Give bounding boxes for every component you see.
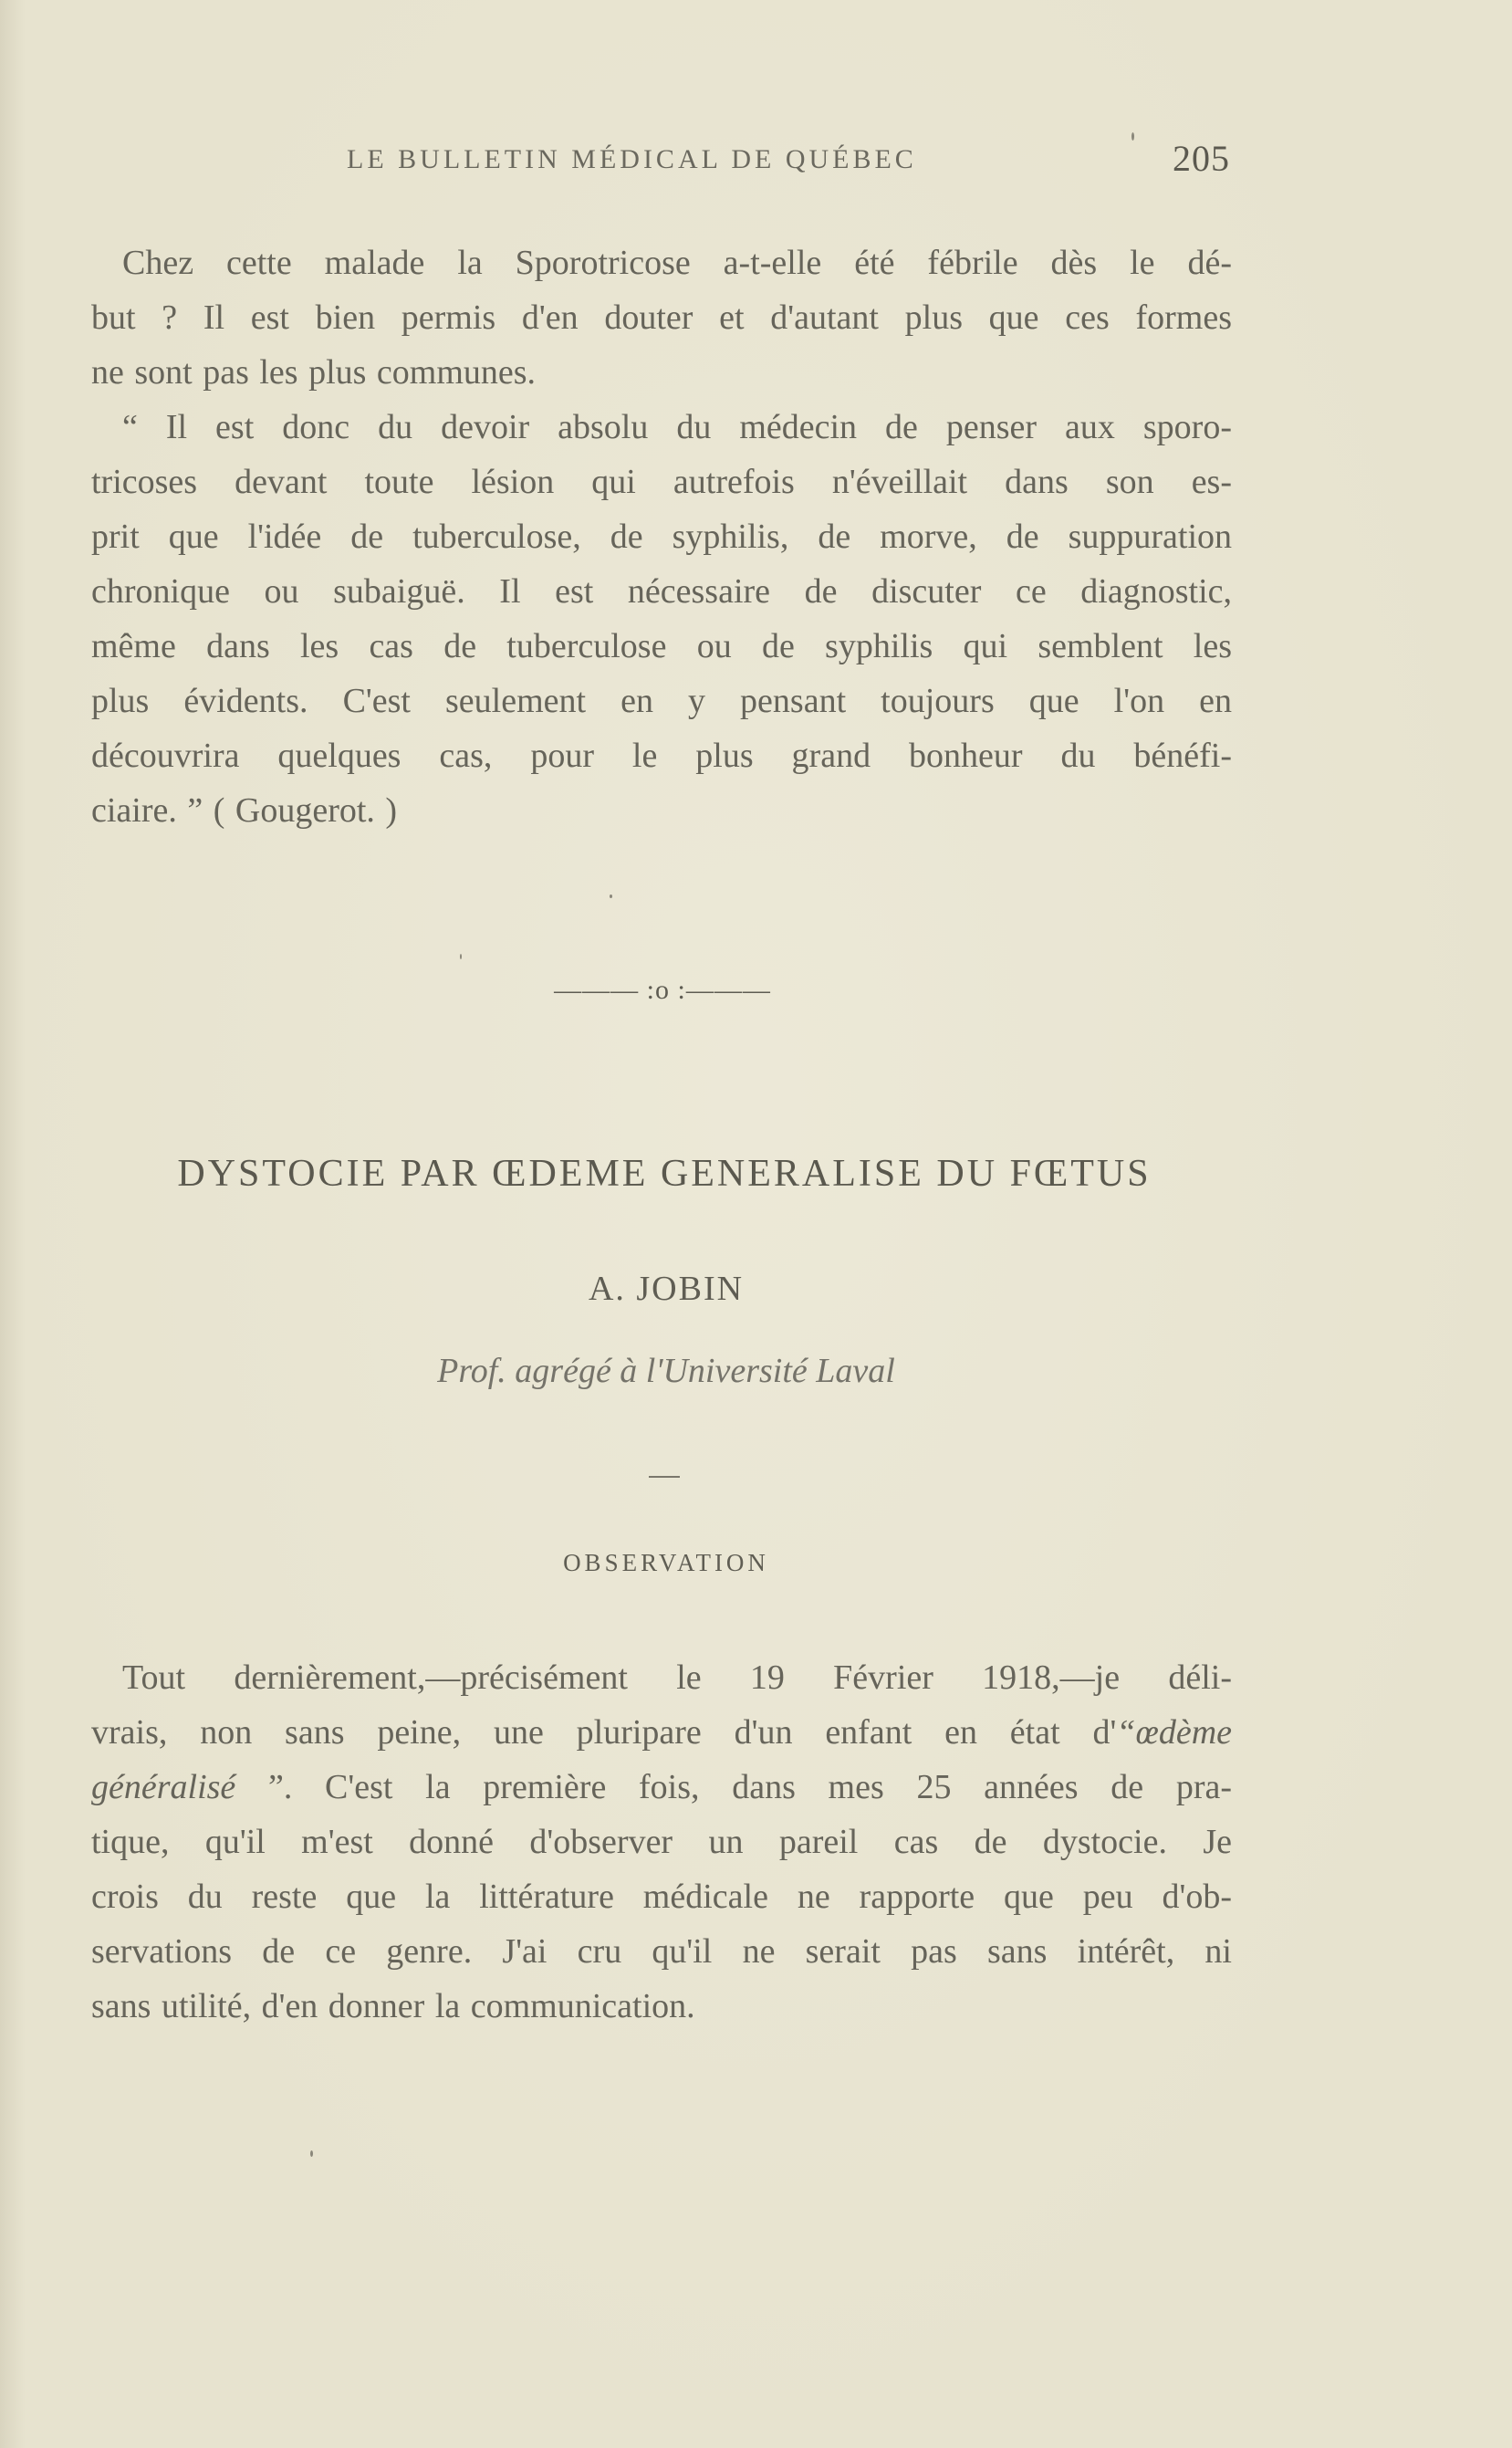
text-line: ne sont pas les plus communes.: [91, 353, 537, 392]
text-line: [91, 1760, 1232, 1815]
page-number: 205: [1173, 138, 1230, 179]
text-line: chronique ou subaiguë. Il est nécessaire de discuter ce diagnostic,: [91, 572, 1232, 611]
text-line: plus évidents. C'est seulement en y pensant toujours que l'on en: [91, 682, 1232, 720]
article-title: DYSTOCIE PAR ŒDEME GENERALISE DU FŒTUS: [177, 1153, 1152, 1195]
article-author: A. JOBIN: [588, 1270, 745, 1308]
section-separator: ——— :o :———: [554, 975, 771, 1005]
paper-speck: [1131, 132, 1134, 141]
text-line: prit que l'idée de tuberculose, de syphilis, de morve, de suppuration: [91, 518, 1232, 556]
author-affiliation: Prof. agrégé à l'Université Laval: [437, 1352, 895, 1390]
text-line: [91, 1705, 1232, 1760]
text-line: servations de ce genre. J'ai cru qu'il ne serait pas sans intérêt, ni: [91, 1932, 1232, 1971]
paper-speck: [310, 2150, 313, 2157]
text-span: ”. C'est la première fois, dans mes 25 années de pra-: [235, 1768, 1232, 1806]
text-line: “ Il est donc du devoir absolu du médecin de penser aux sporo-: [122, 408, 1232, 446]
text-line: sans utilité, d'en donner la communication.: [91, 1987, 695, 2025]
text-line: tricoses devant toute lésion qui autrefois n'éveillait dans son es-: [91, 463, 1232, 501]
text-line: Chez cette malade la Sporotricose a-t-elle été fébrile dès le dé-: [122, 244, 1232, 282]
italic-span: généralisé: [91, 1768, 236, 1806]
text-line: crois du reste que la littérature médicale ne rapporte que peu d'ob-: [91, 1878, 1232, 1916]
divider-rule: [649, 1476, 680, 1478]
text-span: vrais, non sans peine, une pluripare d'un enfant en état d': [91, 1713, 1117, 1752]
paragraph-gougerot-quote: [91, 400, 1232, 838]
paper-speck: [460, 954, 462, 959]
section-heading-observation: OBSERVATION: [563, 1549, 769, 1576]
text-line: ciaire. ” ( Gougerot. ): [91, 791, 398, 830]
text-line: même dans les cas de tuberculose ou de syphilis qui semblent les: [91, 627, 1232, 665]
text-line: but ? Il est bien permis d'en douter et d'autant plus que ces formes: [91, 298, 1232, 337]
text-line: tique, qu'il m'est donné d'observer un pareil cas de dystocie. Je: [91, 1823, 1232, 1861]
paper-speck: [610, 894, 612, 898]
italic-span: “œdème: [1116, 1713, 1232, 1752]
text-line: Tout dernièrement,—précisément le 19 Février 1918,—je déli-: [122, 1658, 1232, 1697]
paragraph-sporotrichose-fever: [91, 235, 1232, 400]
text-line: découvrira quelques cas, pour le plus grand bonheur du bénéfi-: [91, 737, 1232, 775]
running-title: LE BULLETIN MÉDICAL DE QUÉBEC: [347, 144, 917, 174]
running-header: [347, 144, 1259, 190]
paragraph-observation: [91, 1650, 1232, 2034]
